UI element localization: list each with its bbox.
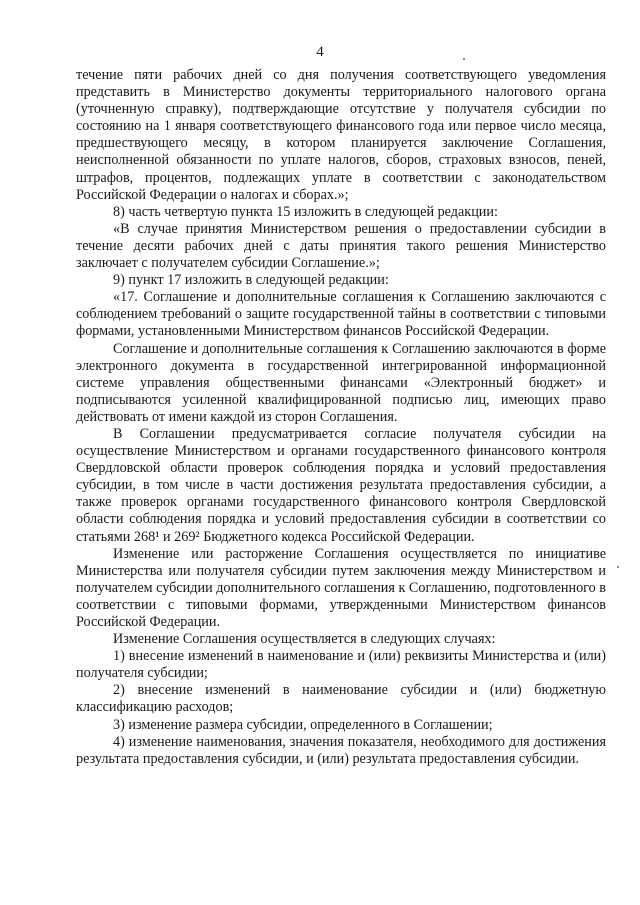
list-item-case-4: 4) изменение наименования, значения показателя, необходимого для достижения результата предоставления субсидии, и (или) результата предоставления субсидии. xyxy=(76,733,606,767)
list-item-case-2: 2) внесение изменений в наименование субсидии и (или) бюджетную классификацию расходов; xyxy=(76,682,606,716)
list-item-case-1: 1) внесение изменений в наименование и (или) реквизиты Министерства и (или) получателя субсидии; xyxy=(76,648,606,682)
paragraph-clause-17: «17. Соглашение и дополнительные соглашения к Соглашению заключаются с соблюдением требований о защите государственной тайны в соответствии с типовыми формами, установленными Министерством финансов Российской Федерации. xyxy=(76,289,606,340)
page-number: 4 xyxy=(316,44,324,60)
list-item-case-3: 3) изменение размера субсидии, определенного в Соглашении; xyxy=(113,716,493,733)
paragraph-consent-inspections: В Соглашении предусматривается согласие получателя субсидии на осуществление Министерством и органами государственного финансового контроля Свердловской области проверок соблюдения порядка и условий предоставления субсидии, в том числе в части достижения результата предоставления субсидии, а также проверок органами государственного финансового контроля Свердловской области соблюдения порядка и условий предоставления субсидии в соответствии со статьями 268¹ и 269² Бюджетного кодекса Российской Федерации. xyxy=(76,425,606,545)
paragraph-item-9: 9) пункт 17 изложить в следующей редакции: xyxy=(113,272,389,289)
paragraph-agreement-conclusion: «В случае принятия Министерством решения о предоставлении субсидии в течение десяти рабочих дней с даты принятия такого решения Министерство заключает с получателем субсидии Соглашение.»; xyxy=(76,220,606,272)
scan-speck xyxy=(617,566,619,568)
document-body xyxy=(76,67,606,768)
paragraph-item-8: 8) часть четвертую пункта 15 изложить в следующей редакции: xyxy=(113,203,498,220)
paragraph-tax-certificate: течение пяти рабочих дней со дня получения соответствующего уведомления представить в Министерство документы территориального налогового органа (уточненную справку), подтверждающие отсутствие у получателя субсидии по состоянию на 1 января соответствующего финансового года или первое число месяца, предшествующего месяцу, в котором планируется заключение Соглашения, неисполненной обязанности по уплате налогов, сборов, страховых взносов, пеней, штрафов, процентов, подлежащих уплате в соответствии с законодательством Российской Федерации о налогах и сборах.»; xyxy=(76,67,606,203)
paragraph-amendment-termination: Изменение или расторжение Соглашения осуществляется по инициативе Министерства или получателя субсидии путем заключения между Министерством и получателем субсидии дополнительного соглашения к Соглашению, подготовленного в соответствии с типовыми формами, утвержденными Министерством финансов Российской Федерации. xyxy=(76,545,606,630)
scan-speck xyxy=(463,58,465,60)
paragraph-electronic-form: Соглашение и дополнительные соглашения к Соглашению заключаются в форме электронного документа в государственной интегрированной информационной системе управления общественными финансами «Электронный бюджет» и подписываются усиленной квалифицированной подписью лиц, имеющих право действовать от имени каждой из сторон Соглашения. xyxy=(76,340,606,425)
paragraph-amendment-cases: Изменение Соглашения осуществляется в следующих случаях: xyxy=(113,631,496,648)
